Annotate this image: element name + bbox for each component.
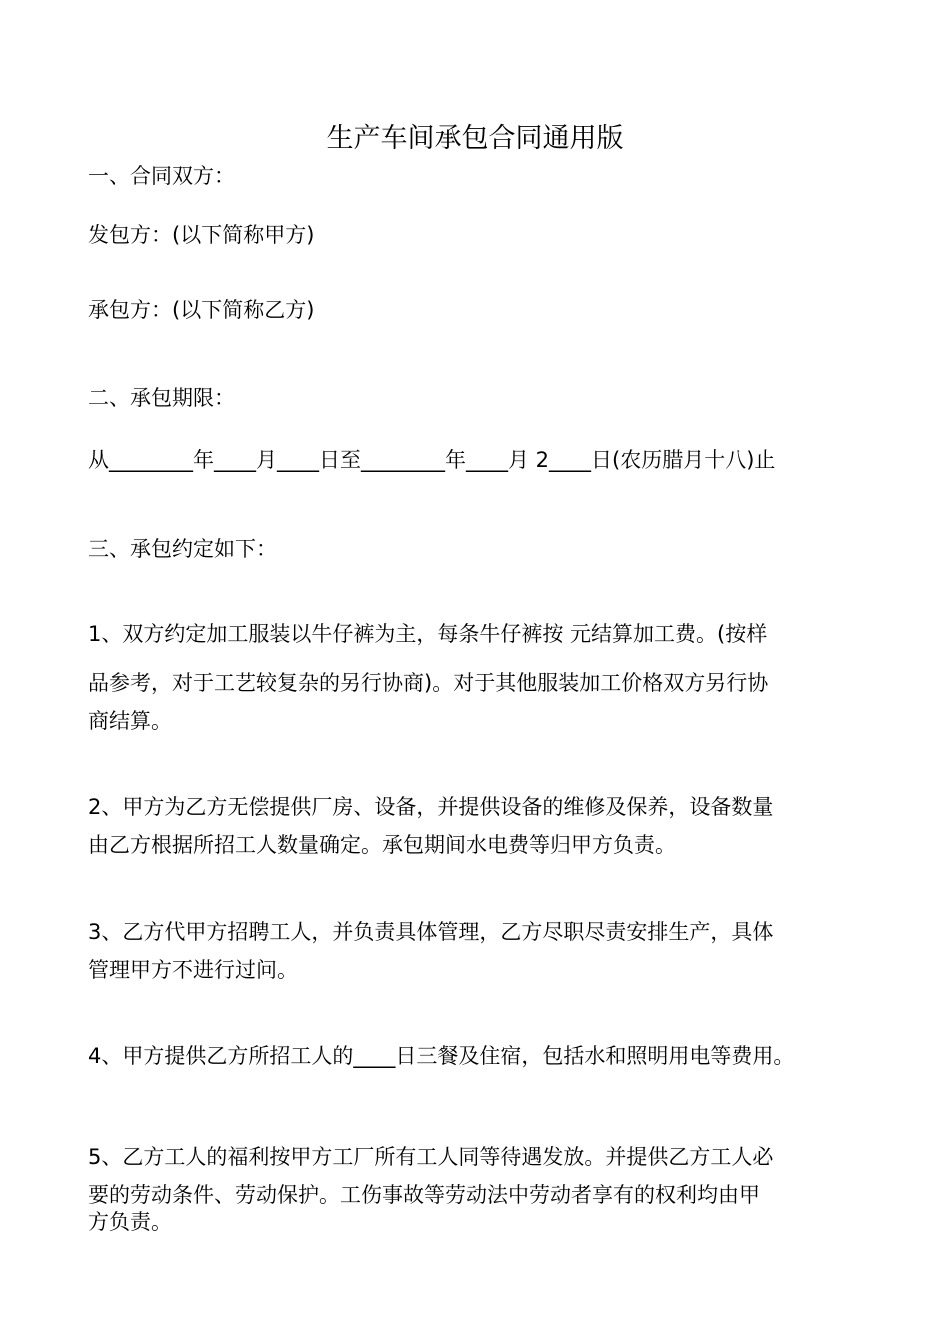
clause-3-line-2: 管理甲方不进行过问。	[88, 958, 298, 982]
party-a-line: 发包方：(以下简称甲方)	[88, 223, 315, 247]
section-heading-agreement: 三、承包约定如下：	[88, 537, 277, 561]
clause-2-line-1: 2、甲方为乙方无偿提供厂房、设备，并提供设备的维修及保养，设备数量	[88, 795, 774, 819]
term-line: 从________年____月____日至________年____月 2____日(农历腊月十八)止	[88, 448, 776, 472]
clause-4-line-1: 4、甲方提供乙方所招工人的____日三餐及住宿，包括水和照明用电等费用。	[88, 1044, 795, 1068]
clause-3-line-1: 3、乙方代甲方招聘工人，并负责具体管理，乙方尽职尽责安排生产，具体	[88, 920, 774, 944]
clause-2-line-2: 由乙方根据所招工人数量确定。承包期间水电费等归甲方负责。	[88, 833, 676, 857]
document-title: 生产车间承包合同通用版	[326, 123, 624, 153]
clause-1-line-2: 品参考，对于工艺较复杂的另行协商)。对于其他服装加工价格双方另行协	[88, 671, 769, 695]
clause-1-line-3: 商结算。	[88, 709, 172, 733]
section-heading-term: 二、承包期限：	[88, 386, 235, 410]
clause-5-line-3: 方负责。	[88, 1210, 172, 1234]
clause-5-line-2: 要的劳动条件、劳动保护。工伤事故等劳动法中劳动者享有的权利均由甲	[88, 1183, 760, 1207]
section-heading-parties: 一、合同双方：	[88, 164, 235, 188]
clause-5-line-1: 5、乙方工人的福利按甲方工厂所有工人同等待遇发放。并提供乙方工人必	[88, 1145, 774, 1169]
party-b-line: 承包方：(以下简称乙方)	[88, 298, 315, 322]
clause-1-line-1: 1、双方约定加工服装以牛仔裤为主，每条牛仔裤按 元结算加工费。(按样	[88, 622, 768, 646]
